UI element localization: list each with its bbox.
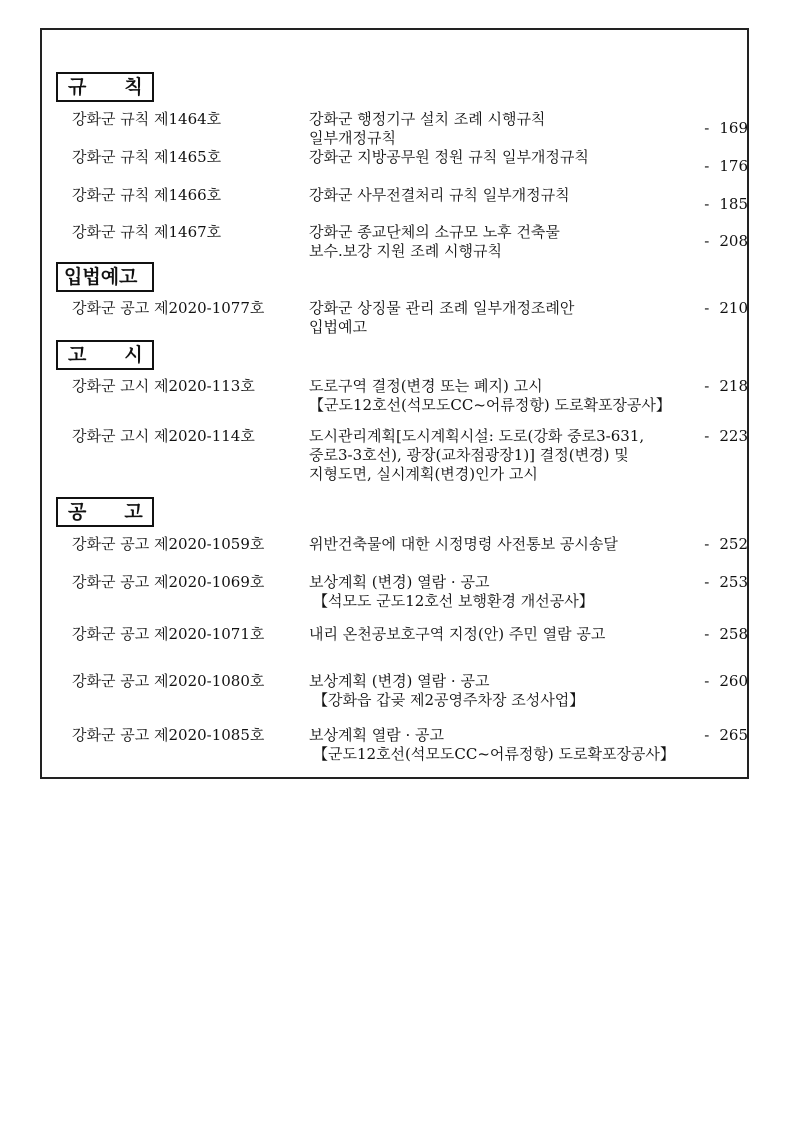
entry-code: 강화군 공고 제2020-1069호 [72, 573, 265, 591]
entry-page: 176 [719, 157, 748, 175]
entry-title: 강화군 종교단체의 소규모 노후 건축물 보수.보강 지원 조례 시행규칙 [309, 223, 560, 260]
entry-page: 208 [719, 232, 748, 250]
entry-code: 강화군 규칙 제1464호 [72, 110, 222, 128]
page-dash: - [704, 535, 710, 553]
page-dash: - [704, 377, 710, 395]
section-header-announcement: 공 고 [56, 497, 154, 527]
page-dash: - [704, 726, 710, 744]
entry-title: 강화군 사무전결처리 규칙 일부개정규칙 [309, 186, 570, 204]
entry-code: 강화군 공고 제2020-1080호 [72, 672, 265, 690]
entry-page: 252 [719, 535, 748, 553]
entry-page: 218 [719, 377, 748, 395]
page-dash: - [704, 232, 710, 250]
entry-title: 내리 온천공보호구역 지정(안) 주민 열람 공고 [309, 625, 606, 643]
entry-code: 강화군 규칙 제1466호 [72, 186, 222, 204]
entry-title: 보상계획 (변경) 열람 · 공고 【강화읍 갑곶 제2공영주차장 조성사업】 [309, 672, 585, 709]
entry-page: 185 [719, 195, 748, 213]
page-dash: - [704, 195, 710, 213]
entry-code: 강화군 고시 제2020-114호 [72, 427, 255, 445]
entry-page: 169 [719, 119, 748, 137]
entry-title: 강화군 상징물 관리 조례 일부개정조례안 입법예고 [309, 299, 575, 336]
entry-code: 강화군 규칙 제1465호 [72, 148, 222, 166]
page-dash: - [704, 119, 710, 137]
page-dash: - [704, 299, 710, 317]
entry-page: 210 [719, 299, 748, 317]
page-dash: - [704, 157, 710, 175]
entry-title: 위반건축물에 대한 시정명령 사전통보 공시송달 [309, 535, 618, 553]
entry-title: 보상계획 (변경) 열람 · 공고 【석모도 군도12호선 보행환경 개선공사】 [309, 573, 594, 610]
entry-page: 253 [719, 573, 748, 591]
entry-code: 강화군 공고 제2020-1085호 [72, 726, 265, 744]
entry-page: 223 [719, 427, 748, 445]
page-dash: - [704, 427, 710, 445]
section-header-public-notice: 고 시 [56, 340, 154, 370]
entry-code: 강화군 규칙 제1467호 [72, 223, 222, 241]
entry-code: 강화군 고시 제2020-113호 [72, 377, 255, 395]
entry-title: 보상계획 열람 · 공고 【군도12호선(석모도CC~어류정항) 도로확포장공사】 [309, 726, 675, 763]
section-header-legislative-notice: 입법예고 [56, 262, 154, 292]
entry-code: 강화군 공고 제2020-1077호 [72, 299, 265, 317]
entry-page: 260 [719, 672, 748, 690]
entry-code: 강화군 공고 제2020-1059호 [72, 535, 265, 553]
entry-title: 도시관리계획[도시계획시설: 도로(강화 중로3-631, 중로3-3호선), 광장(교차점광장1)] 결정(변경) 및 지형도면, 실시계획(변경)인가 고시 [309, 427, 645, 483]
entry-title: 강화군 행정기구 설치 조례 시행규칙 일부개정규칙 [309, 110, 546, 147]
entry-title: 강화군 지방공무원 정원 규칙 일부개정규칙 [309, 148, 589, 166]
section-header-rules: 규 칙 [56, 72, 154, 102]
page-dash: - [704, 625, 710, 643]
entry-title: 도로구역 결정(변경 또는 폐지) 고시 【군도12호선(석모도CC~어류정항) 도로확포장공사】 [309, 377, 671, 414]
page-dash: - [704, 672, 710, 690]
entry-page: 265 [719, 726, 748, 744]
page-dash: - [704, 573, 710, 591]
entry-page: 258 [719, 625, 748, 643]
entry-code: 강화군 공고 제2020-1071호 [72, 625, 265, 643]
